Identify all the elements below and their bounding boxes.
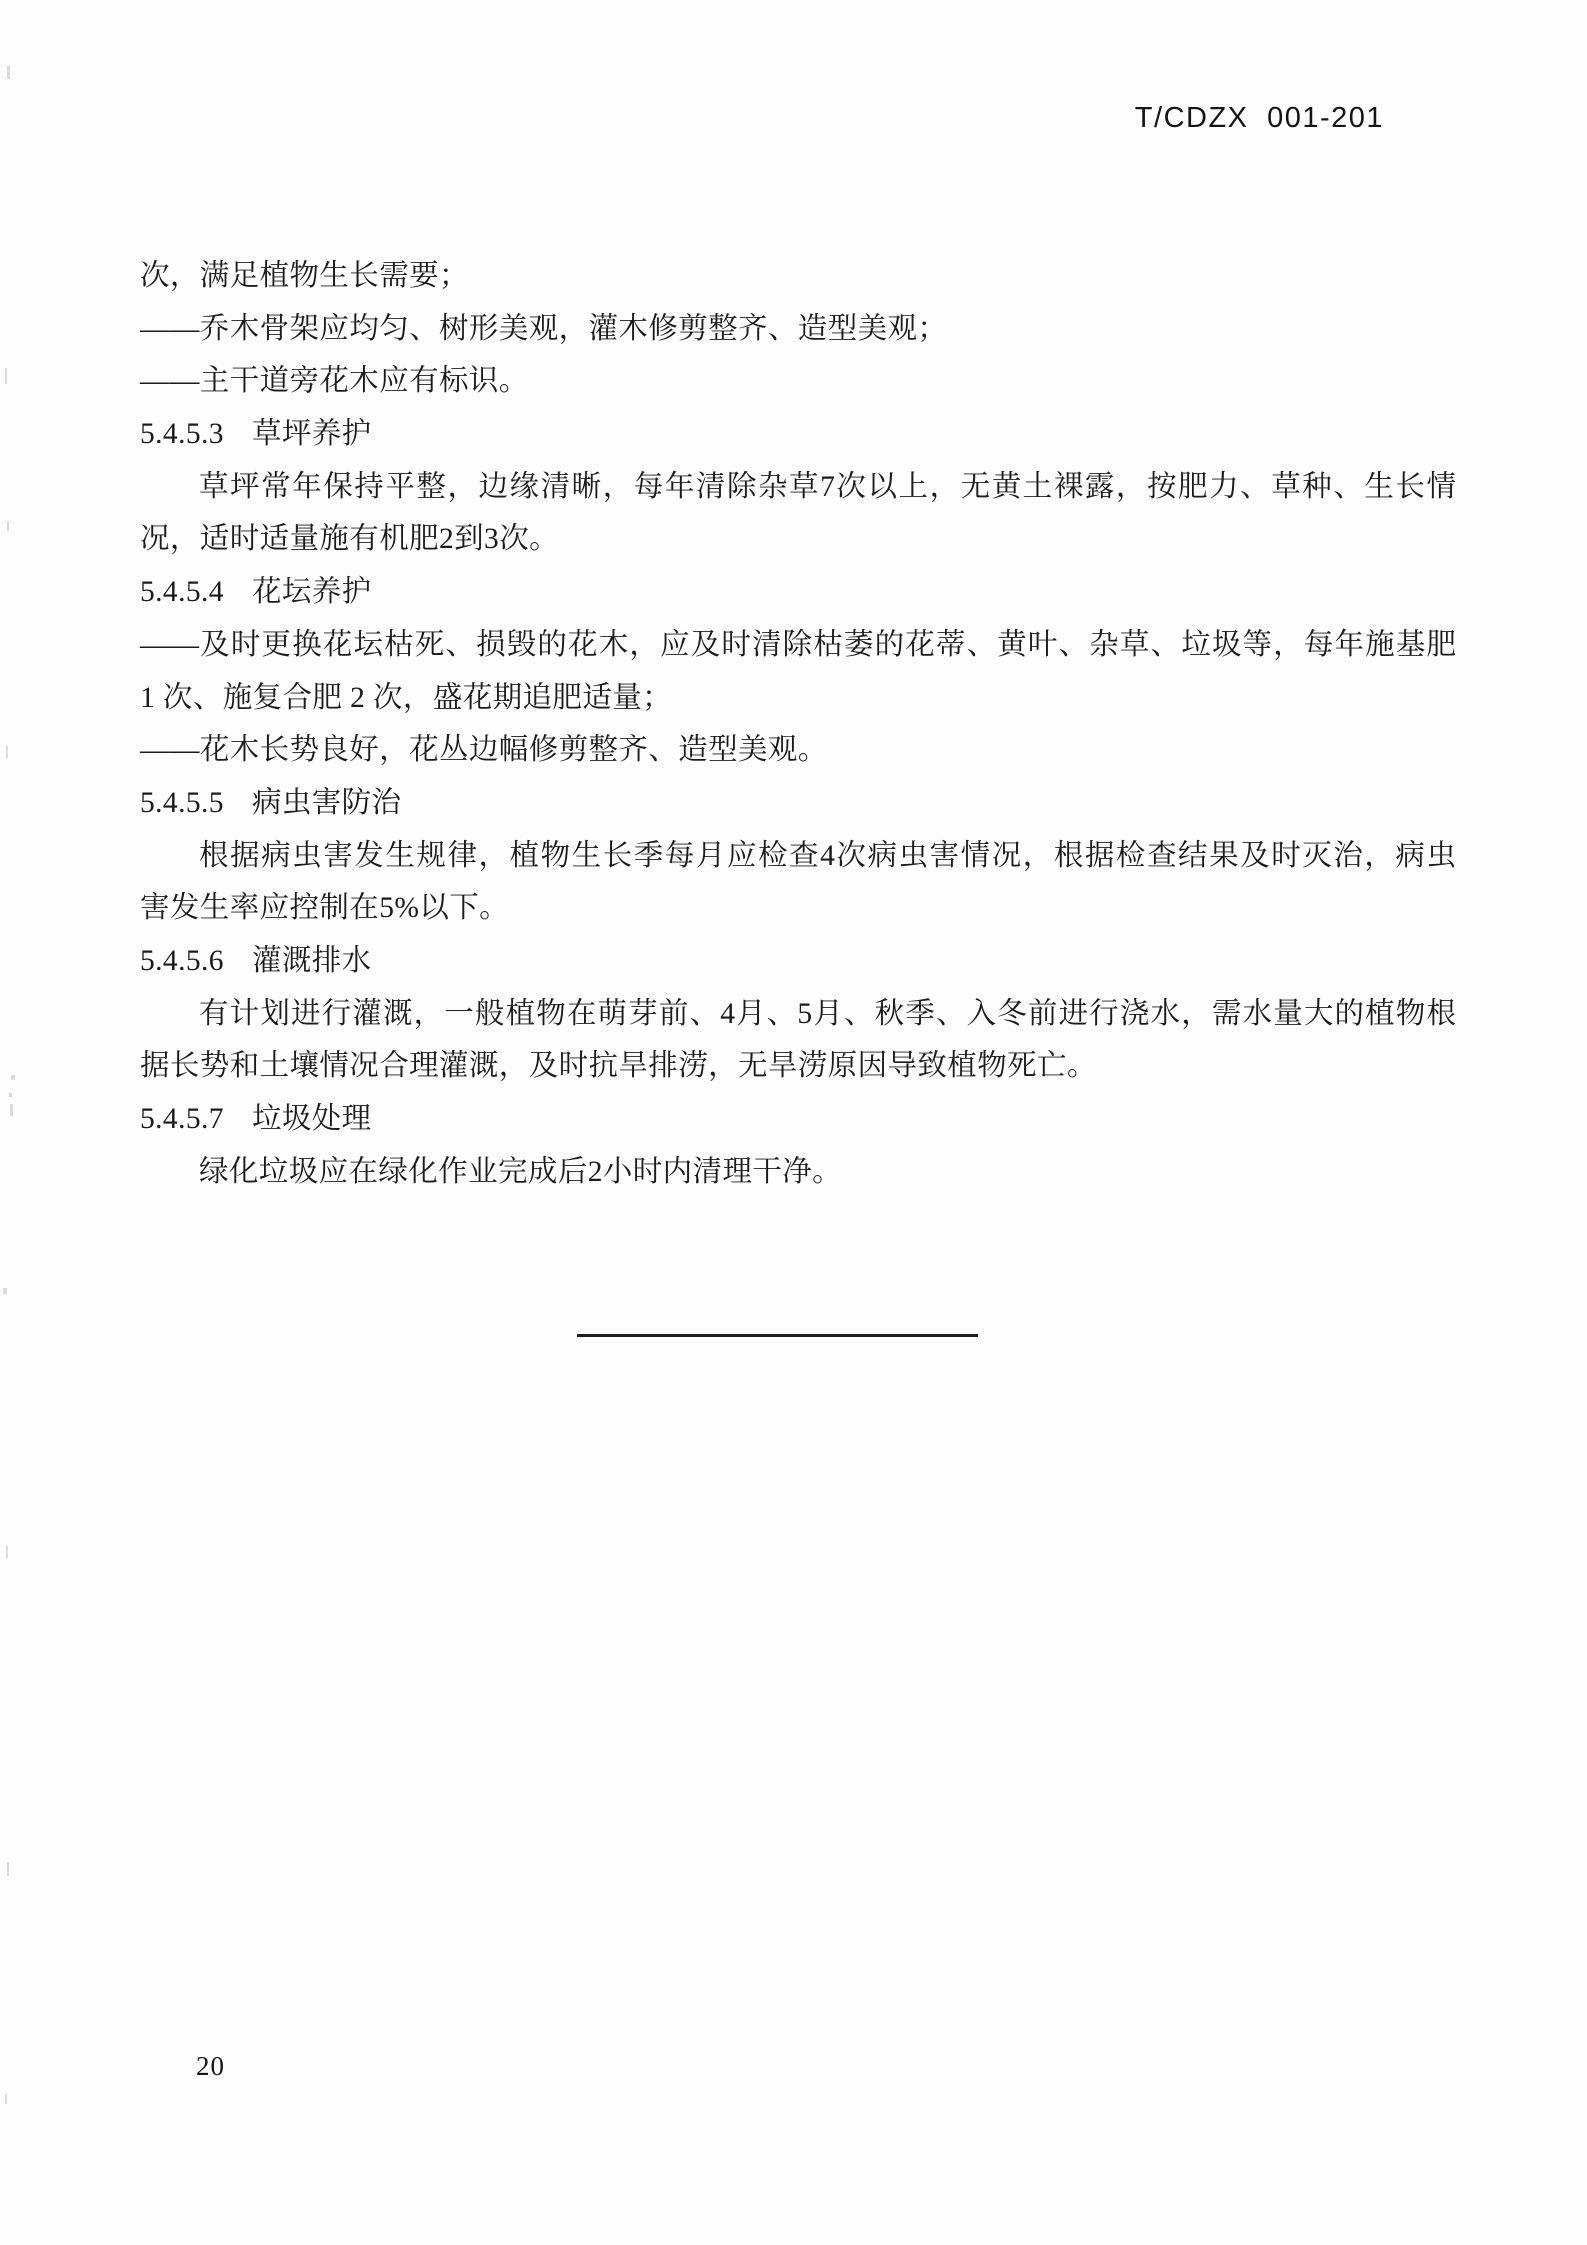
section-number: 5.4.5.5 [140,786,224,819]
dash-list-item: ——乔木骨架应均匀、树形美观，灌木修剪整齐、造型美观； [140,312,948,345]
paragraph-first-line: 草坪常年保持平整，边缘清晰，每年清除杂草7次以上，无黄土裸露，按肥力、草种、生长情 [199,470,1456,503]
paragraph-continuation-line: 况，适时适量施有机肥2到3次。 [140,523,560,556]
paragraph-first-line: 根据病虫害发生规律，植物生长季每月应检查4次病虫害情况，根据检查结果及时灭治，病虫 [199,839,1456,872]
scan-artifact [5,2094,7,2104]
section-number: 5.4.5.7 [140,1103,224,1135]
scan-artifact [11,1075,15,1080]
standard-code-header: T/CDZX 001-201 [1134,102,1384,134]
section-heading-5-4-5-7 [140,1093,1456,1146]
section-title: 病虫害防治 [251,786,402,819]
scan-artifact [6,1546,8,1558]
scan-artifact [7,66,10,79]
dash-list-item: ——主干道旁花木应有标识。 [140,365,529,398]
page-number: 20 [196,2051,225,2081]
paragraph-continuation-line: 据长势和土壤情况合理灌溉，及时抗旱排涝，无旱涝原因导致植物死亡。 [140,1050,1097,1083]
section-title: 灌溉排水 [251,944,372,977]
paragraph-continuation-line: 次，满足植物生长需要； [140,260,469,292]
dash-list-item: ——花木长势良好，花丛边幅修剪整齐、造型美观。 [140,734,828,767]
end-of-text-separator-line [577,1334,978,1337]
section-title: 草坪养护 [251,418,372,451]
paragraph-continuation-line: 害发生率应控制在5%以下。 [140,892,510,925]
scan-artifact [6,746,8,758]
section-title: 花坛养护 [251,576,372,609]
section-number: 5.4.5.6 [140,944,224,977]
scan-artifact [7,521,9,531]
scan-artifact [3,1288,7,1294]
document-body [140,250,1456,1198]
section-number: 5.4.5.4 [140,576,224,609]
scan-artifact [10,1104,13,1116]
section-heading-5-4-5-5 [140,777,1456,830]
section-title: 垃圾处理 [251,1103,372,1135]
dash-list-item: ——及时更换花坛枯死、损毁的花木，应及时清除枯萎的花蒂、黄叶、杂草、垃圾等，每年施基肥 [140,628,1456,661]
paragraph-first-line: 有计划进行灌溉，一般植物在萌芽前、4月、5月、秋季、入冬前进行浇水，需水量大的植物根 [199,997,1456,1030]
paragraph-continuation-line: 1 次、施复合肥 2 次，盛花期追肥适量； [140,681,673,714]
paragraph-first-line: 绿化垃圾应在绿化作业完成后2小时内清理干净。 [199,1155,843,1188]
section-number: 5.4.5.3 [140,418,224,451]
scan-artifact [5,368,7,384]
section-heading-5-4-5-3 [140,408,1456,461]
section-heading-5-4-5-6 [140,935,1456,988]
section-heading-5-4-5-4 [140,566,1456,619]
scan-artifact [9,1093,12,1097]
scan-artifact [7,1862,9,1876]
